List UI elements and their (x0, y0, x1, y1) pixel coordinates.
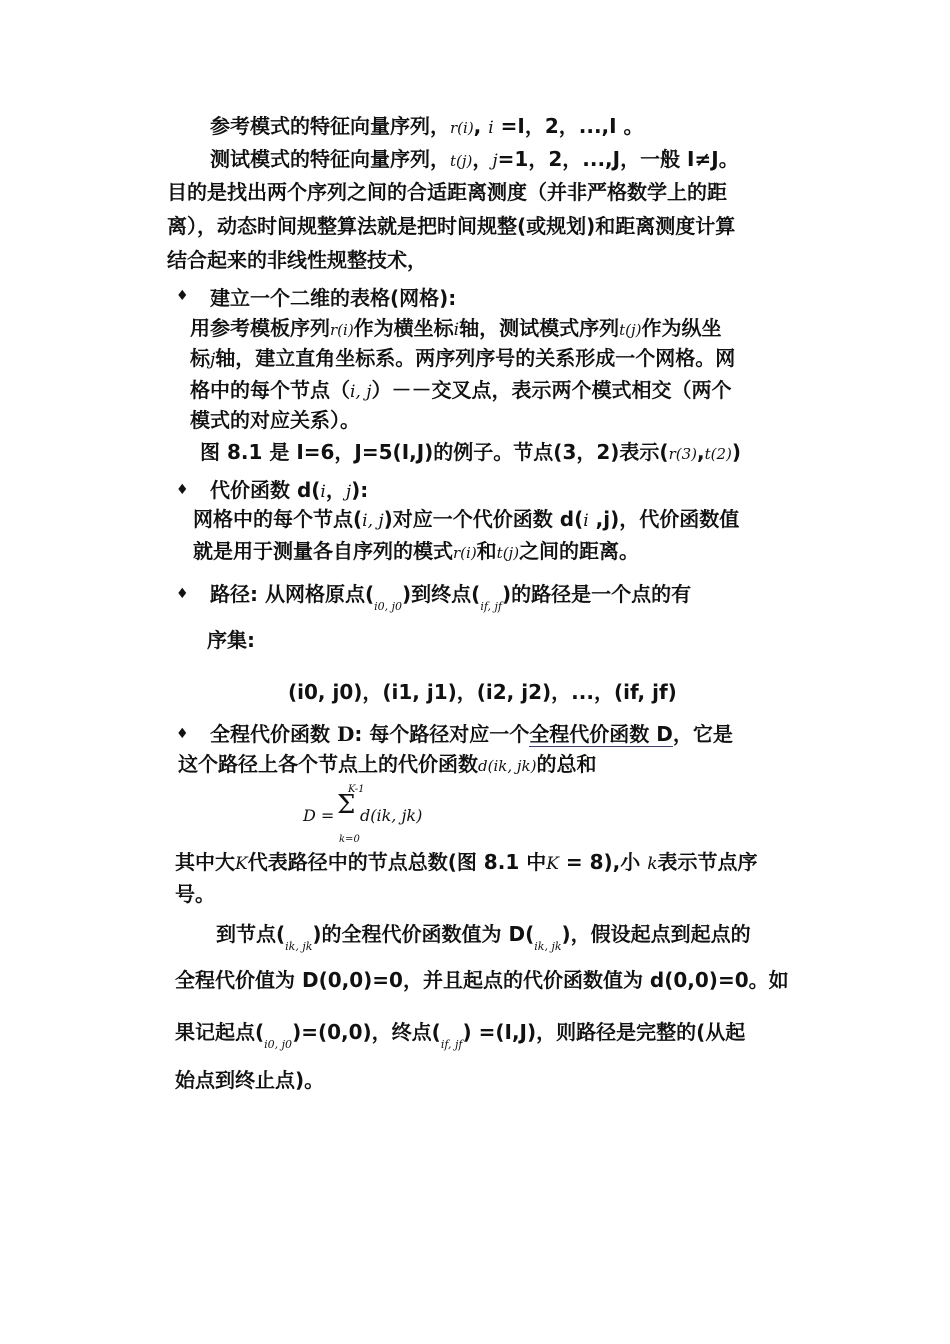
math-if-jf: if, jf (440, 1038, 463, 1051)
text-line (210, 145, 739, 175)
text-line (190, 314, 722, 344)
math-endpoint: if, jf (480, 600, 502, 613)
text-segment: 图 8.1 是 I=6，J=5(I,J)的例子。节点(3，2)表示( (200, 440, 669, 464)
math-ik-jk: ik, jk (285, 940, 313, 953)
text-line: 离），动态时间规整算法就是把时间规整(或规划)和距离测度计算 (167, 214, 736, 238)
text-segment: ,j)，代价函数值 (588, 507, 740, 531)
bullet-title (210, 580, 691, 612)
diamond-bullet-icon: ♦ (176, 288, 189, 304)
text-segment: 轴，测试模式序列 (459, 316, 620, 340)
math-t-j: t(j) (496, 544, 520, 562)
math-D: D (336, 722, 355, 746)
text-line (175, 1018, 745, 1050)
math-K: K (235, 854, 248, 874)
math-i-j: i, j (362, 511, 384, 531)
text-segment: 轴，建立直角坐标系。两序列序号的关系形成一个网格。网 (215, 346, 736, 370)
text-line: 结合起来的非线性规整技术， (167, 248, 427, 272)
math-i0-j0: i0, j0 (264, 1038, 293, 1051)
text-segment: ) (731, 440, 742, 464)
text-segment: 和 (476, 539, 497, 563)
diamond-bullet-icon: ♦ (176, 726, 189, 742)
text-line (210, 112, 644, 142)
text-line (193, 505, 739, 535)
text-segment: 之间的距离。 (519, 539, 640, 563)
text-segment: 用参考模板序列 (190, 316, 330, 340)
text-segment: 到节点( (216, 922, 286, 946)
path-sequence: (i0, j0)，(i1, j1)，(i2, j2)，...，(if, jf) (288, 680, 677, 704)
text-segment: =I，2，...,I 。 (493, 114, 644, 138)
text-segment: )的全程代价函数值为 D( (312, 922, 535, 946)
math-t-j: t(j) (619, 321, 642, 339)
bullet-title (210, 720, 733, 748)
math-i-j: i, j (350, 382, 372, 402)
math-r-3: r(3) (668, 445, 697, 463)
text-segment: )的路径是一个点的有 (502, 582, 692, 606)
sum-lower-limit: k=0 (339, 834, 360, 845)
text-segment: = 8),小 (558, 850, 648, 874)
text-line (175, 848, 758, 878)
math-k: k (647, 854, 658, 874)
text-segment: , (473, 114, 489, 138)
sigma-symbol: Σ (337, 790, 356, 820)
math-i: i (488, 118, 494, 138)
bullet-title: 建立一个二维的表格(网格): (210, 286, 457, 310)
formula-lhs: D = (303, 806, 335, 825)
math-t-2: t(2) (704, 445, 732, 463)
text-line (190, 344, 735, 374)
text-segment: 参考模式的特征向量序列， (210, 114, 450, 138)
underlined-term: 全程代价函数 D (529, 722, 673, 746)
text-segment: 测试模式的特征向量序列， (210, 147, 450, 171)
math-d-ik-jk: d(ik, jk) (478, 757, 537, 775)
sum-upper-limit: K-1 (348, 784, 365, 795)
text-segment: 作为横坐标 (353, 316, 454, 340)
math-i: i (320, 482, 326, 502)
text-segment: , (697, 440, 705, 464)
text-segment: 这个路径上各个节点上的代价函数 (178, 752, 478, 776)
math-r-i: r(i) (330, 321, 354, 339)
text-line: 全程代价值为 D(0,0)=0，并且起点的代价函数值为 d(0,0)=0。如 (175, 968, 789, 992)
bullet-title (210, 476, 368, 506)
text-segment: 的总和 (536, 752, 597, 776)
math-origin: i0, j0 (374, 600, 403, 613)
text-segment: 就是用于测量各自序列的模式 (193, 539, 453, 563)
text-segment: : 每个路径对应一个 (354, 722, 530, 746)
text-segment: =1，2，...,J，一般 I≠J。 (497, 147, 739, 171)
math-i: i (453, 320, 460, 340)
text-line: 号。 (175, 882, 215, 906)
text-line (216, 920, 751, 952)
text-segment: ) =(I,J)，则路径是完整的(从起 (462, 1020, 746, 1044)
text-segment: ）－－交叉点，表示两个模式相交（两个 (371, 378, 732, 402)
text-segment: ， (472, 147, 493, 171)
math-r-i: r(i) (453, 544, 477, 562)
text-line (200, 438, 741, 468)
diamond-bullet-icon: ♦ (176, 482, 189, 498)
math-ik-jk: ik, jk (534, 940, 562, 953)
math-r-i: r(i) (450, 119, 474, 137)
math-i: i (583, 511, 589, 531)
text-line (190, 376, 732, 406)
math-j: j (345, 482, 352, 502)
text-segment: ): (351, 478, 369, 502)
text-segment: 代价函数 d( (210, 478, 321, 502)
math-j: j (210, 350, 216, 370)
text-segment: 果记起点( (175, 1020, 265, 1044)
text-line: 始点到终止点)。 (175, 1068, 325, 1092)
text-segment: ， (325, 478, 346, 502)
text-segment: )对应一个代价函数 d( (383, 507, 584, 531)
text-segment: 其中大 (175, 850, 235, 874)
text-segment: )到终点( (402, 582, 481, 606)
text-segment: 标 (190, 346, 210, 370)
text-line (193, 537, 639, 567)
text-line (178, 750, 596, 780)
text-segment: 网格中的每个节点( (193, 507, 363, 531)
text-segment: 路径: 从网格原点( (210, 582, 375, 606)
text-segment: 表示节点序 (657, 850, 758, 874)
text-segment: )，假设起点到起点的 (561, 922, 751, 946)
text-segment: 格中的每个节点（ (190, 378, 350, 402)
text-segment: )=(0,0)，终点( (292, 1020, 441, 1044)
text-segment: 作为纵坐 (641, 316, 722, 340)
text-segment: 代表路径中的节点总数(图 8.1 中 (247, 850, 547, 874)
text-line: 序集: (207, 628, 255, 652)
formula-body: d(ik, jk) (360, 806, 423, 825)
text-segment: 全程代价函数 (210, 722, 337, 746)
diamond-bullet-icon: ♦ (176, 586, 189, 602)
math-t-j: t(j) (450, 152, 473, 170)
text-segment: ，它是 (672, 722, 733, 746)
math-j: j (492, 151, 498, 171)
text-line: 目的是找出两个序列之间的合适距离测度（并非严格数学上的距 (167, 180, 727, 204)
text-line: 模式的对应关系）。 (190, 408, 360, 432)
math-K: K (546, 854, 559, 874)
